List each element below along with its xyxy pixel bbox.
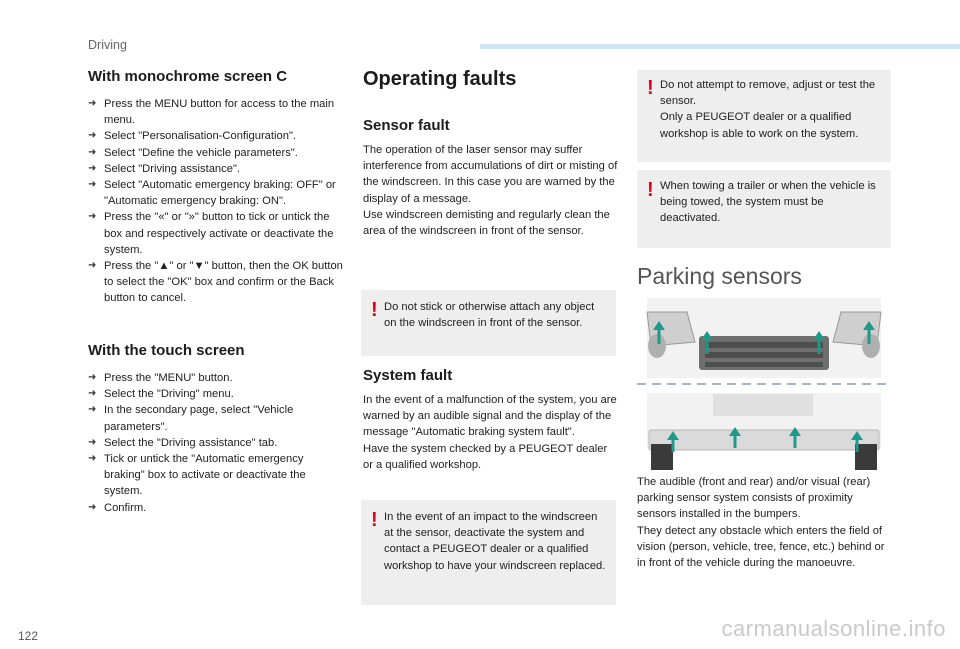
step-item [88, 386, 344, 402]
step-item [88, 402, 344, 434]
sensor-warning-text: Do not stick or otherwise attach any object on the windscreen in front of the sensor. [384, 301, 595, 330]
watermark: carmanualsonline.info [721, 616, 946, 641]
sensor-arrow-icon [789, 427, 801, 448]
system-fault-text: In the event of a malfunction of the system, you are warned by an audible signal and the display of the message "Automatic braking system fault". Have the system checked by a PEUGEOT dealer or a qualified workshop. [363, 394, 617, 471]
step-item [88, 500, 344, 516]
operating-faults-heading: Operating faults [363, 68, 517, 90]
step-text: Select "Driving assistance". [104, 162, 241, 175]
sensor-arrow-icon [667, 431, 679, 452]
warning-icon: ! [371, 509, 378, 531]
step-item [88, 258, 344, 307]
step-text: Select "Define the vehicle parameters". [104, 146, 298, 159]
touch-steps [88, 370, 344, 516]
monochrome-steps [88, 96, 344, 307]
sensor-arrow-icon [813, 331, 825, 354]
sensor-warning-box [361, 290, 616, 356]
sensor-arrow-icon [653, 321, 665, 344]
step-text: Select "Personalisation-Configuration". [104, 130, 297, 143]
sensor-arrow-icon [851, 431, 863, 452]
warning-icon: ! [647, 179, 654, 201]
step-arrow-icon: ➜ [88, 98, 97, 109]
step-text: Select "Automatic emergency braking: OFF" or "Automatic emergency braking: ON". [104, 179, 336, 208]
step-arrow-icon: ➜ [88, 453, 97, 465]
step-arrow-icon: ➜ [88, 162, 97, 174]
page-number: 122 [18, 629, 39, 643]
step-arrow-icon: ➜ [88, 404, 97, 416]
step-text: Press the MENU button for access to the main menu. [104, 98, 335, 127]
sensor-tamper-warning-text: Do not attempt to remove, adjust or test the sensor. Only a PEUGEOT dealer or a qualified workshop is able to work on the system. [660, 79, 876, 140]
system-fault-heading: System fault [363, 367, 453, 384]
step-arrow-icon: ➜ [88, 179, 97, 191]
step-arrow-icon: ➜ [88, 260, 97, 272]
step-item [88, 96, 344, 128]
step-arrow-icon: ➜ [88, 130, 97, 142]
step-text: Confirm. [104, 501, 147, 514]
header-accent-bar [480, 44, 960, 49]
touch-heading: With the touch screen [88, 342, 245, 359]
step-arrow-icon: ➜ [88, 501, 97, 513]
parking-sensors-text: The audible (front and rear) and/or visual (rear) parking sensor system consists of proximity sensors installed in the bumpers. They detect any obstacle which enters the field of vision (person, vehicle, tree, fence, etc.) behind or in front of the vehicle during the manoeuvre. [637, 476, 885, 570]
sensor-arrow-icon [863, 321, 875, 344]
step-text: Tick or untick the "Automatic emergency braking" box to activate or deactivate the system. [104, 453, 306, 498]
warning-icon: ! [647, 77, 654, 99]
sensor-fault-text: The operation of the laser sensor may suffer interference from accumulations of dirt or misting of the windscreen. In this case you are warned by the display of a message. Use windscreen demisting and regularly clean the area of the windscreen in front of the sensor. [363, 144, 618, 238]
step-item [88, 451, 344, 500]
monochrome-heading: With monochrome screen C [88, 68, 288, 85]
step-item [88, 145, 344, 161]
step-arrow-icon: ➜ [88, 211, 97, 223]
towing-warning-text: When towing a trailer or when the vehicle is being towed, the system must be deactivated. [660, 180, 876, 225]
section-label: Driving [88, 38, 127, 52]
sensor-arrows [637, 298, 891, 470]
towing-warning-box [637, 170, 891, 248]
step-arrow-icon: ➜ [88, 146, 97, 158]
step-item [88, 370, 344, 386]
step-arrow-icon: ➜ [88, 436, 97, 448]
step-text: Press the "▲" or "▼" button, then the OK button to select the "OK" box and confirm or the Back button to cancel. [104, 260, 343, 305]
system-warning-box [361, 500, 616, 605]
sensor-tamper-warning-box [637, 70, 891, 162]
step-text: Press the "MENU" button. [104, 372, 233, 384]
parking-sensors-heading: Parking sensors [637, 263, 802, 289]
step-text: Select the "Driving" menu. [104, 388, 234, 401]
system-warning-text: In the event of an impact to the windscreen at the sensor, deactivate the system and contact a PEUGEOT dealer or a qualified workshop to have your windscreen replaced. [384, 511, 606, 572]
step-text: Select the "Driving assistance" tab. [104, 436, 278, 449]
step-text: In the secondary page, select "Vehicle parameters". [104, 404, 294, 433]
sensor-fault-heading: Sensor fault [363, 117, 450, 134]
step-item [88, 435, 344, 451]
step-item [88, 128, 344, 144]
sensor-arrow-icon [701, 331, 713, 354]
warning-icon: ! [371, 299, 378, 321]
step-arrow-icon: ➜ [88, 388, 97, 400]
step-text: Press the "«" or "»" button to tick or untick the box and respectively activate or deactivate the system. [104, 211, 334, 256]
step-item [88, 177, 344, 209]
sensor-arrow-icon [729, 427, 741, 448]
step-item [88, 209, 344, 258]
step-item [88, 161, 344, 177]
step-arrow-icon: ➜ [88, 372, 97, 383]
